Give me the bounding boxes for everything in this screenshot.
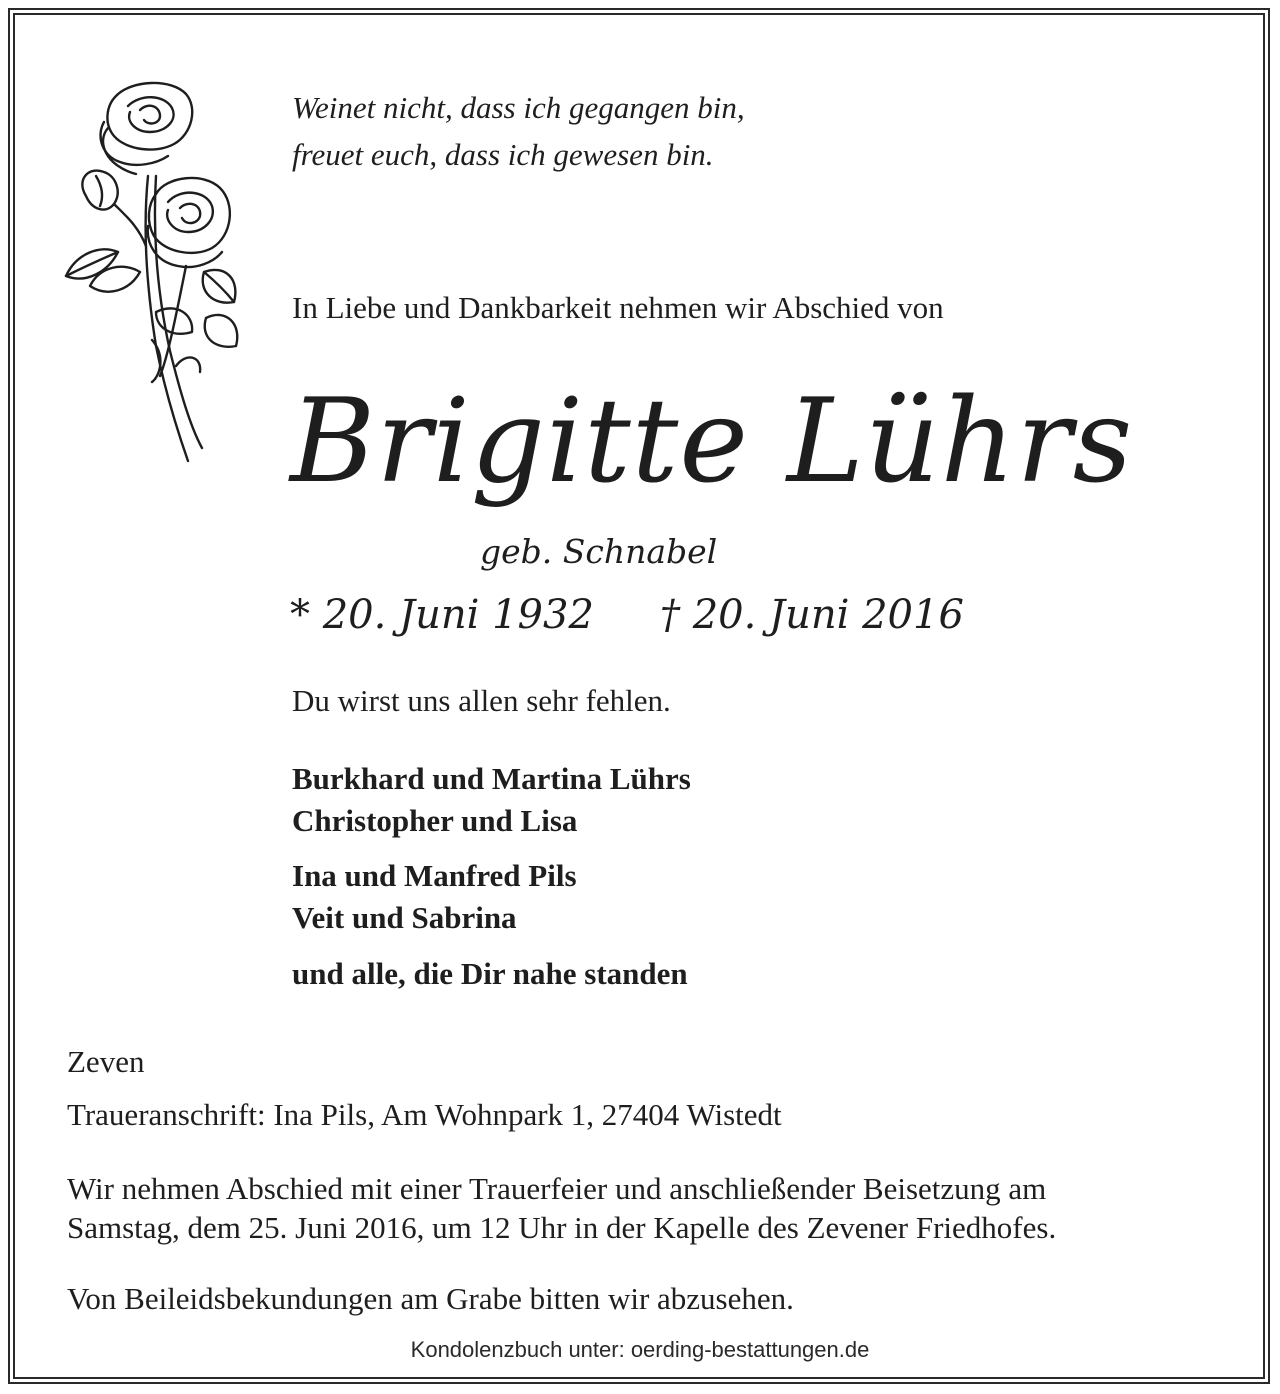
mourner-line: Veit und Sabrina [292,900,517,935]
rose-illustration-icon [56,76,246,476]
condolence-note: Von Beileidsbekundungen am Grabe bitten wir abzusehen. [67,1281,794,1316]
quote-line-2: freuet euch, dass ich gewesen bin. [292,137,714,172]
condolence-book-link[interactable]: Kondolenzbuch unter: oerding-bestattungen.de [410,1337,870,1362]
mourner-line: Christopher und Lisa [292,803,578,838]
mourner-line: und alle, die Dir nahe standen [292,956,688,991]
deceased-name: Brigitte Lührs [290,374,1134,509]
place-text: Zeven [67,1044,145,1079]
death-date: † 20. Juni 2016 [660,592,964,638]
mourner-line: Ina und Manfred Pils [292,858,577,893]
mourner-line: Burkhard und Martina Lührs [292,761,691,796]
maiden-name: geb. Schnabel [480,532,718,571]
birth-date: * 20. Juni 1932 [290,592,594,638]
intro-text: In Liebe und Dankbarkeit nehmen wir Abschied von [292,290,944,325]
farewell-text: Du wirst uns allen sehr fehlen. [292,683,671,718]
service-line-1: Wir nehmen Abschied mit einer Trauerfeier und anschließender Beisetzung am [67,1171,1047,1206]
service-line-2: Samstag, dem 25. Juni 2016, um 12 Uhr in der Kapelle des Zevener Friedhofes. [67,1210,1057,1245]
quote-line-1: Weinet nicht, dass ich gegangen bin, [292,90,745,125]
mourning-address: Traueranschrift: Ina Pils, Am Wohnpark 1, 27404 Wistedt [67,1097,782,1132]
